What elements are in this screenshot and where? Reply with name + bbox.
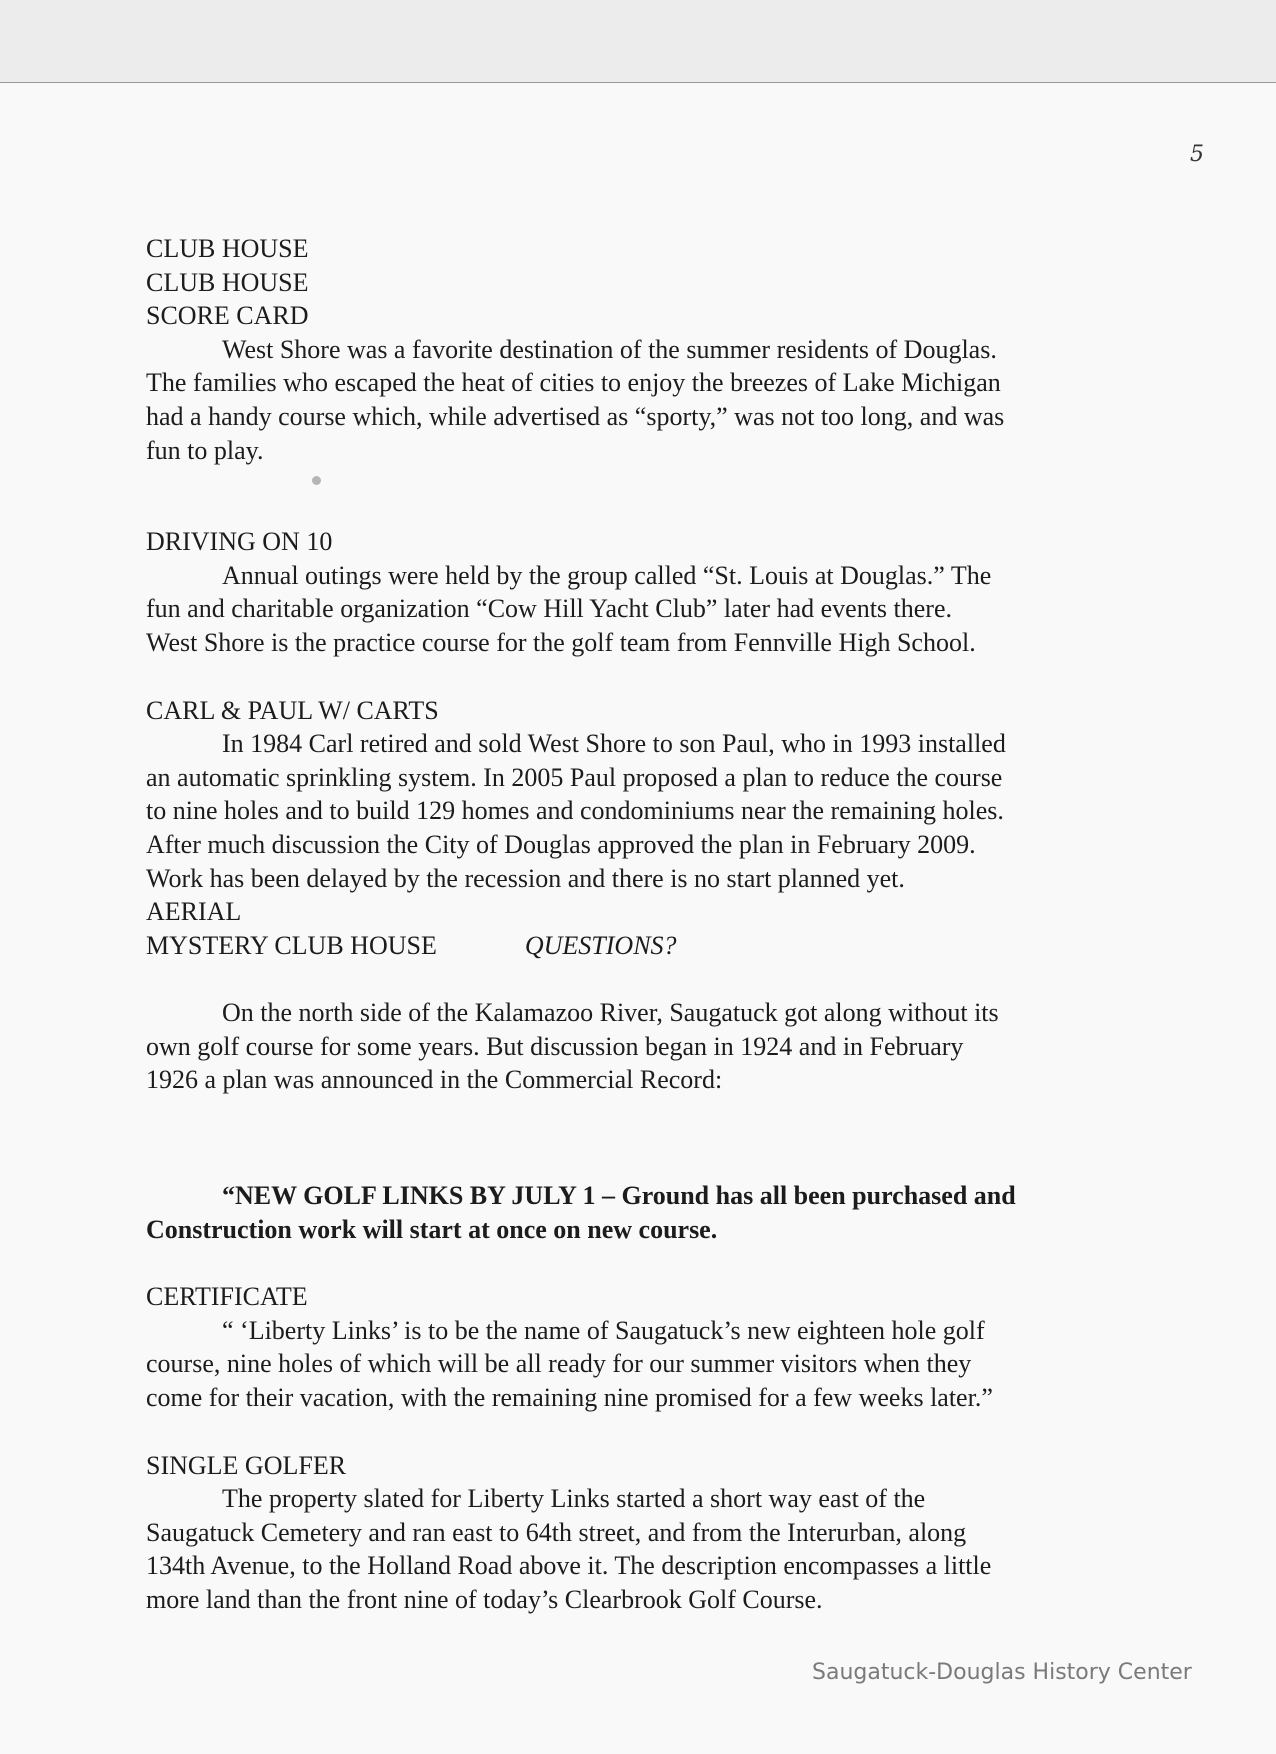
paragraph-line: West Shore is the practice course for the golf team from Fennville High School. (146, 627, 976, 657)
paragraph-line: come for their vacation, with the remaining nine promised for a few weeks later.” (146, 1383, 993, 1413)
heading-mystery-club-house (146, 929, 1136, 963)
paragraph-line: 1926 a plan was announced in the Commercial Record: (146, 1065, 723, 1095)
scanner-bed-edge (0, 0, 1276, 83)
paragraph-line: The families who escaped the heat of cities to enjoy the breezes of Lake Michigan (146, 368, 1001, 398)
paragraph-line: an automatic sprinkling system. In 2005 Paul proposed a plan to reduce the course (146, 762, 1003, 792)
paragraph-line: fun and charitable organization “Cow Hill Yacht Club” later had events there. (146, 594, 952, 624)
archive-watermark: Saugatuck-Douglas History Center (812, 1660, 1192, 1685)
heading-driving-on-10: DRIVING ON 10 (146, 527, 333, 557)
headline-line: Construction work will start at once on new course. (146, 1214, 718, 1244)
heading-certificate: CERTIFICATE (146, 1282, 308, 1312)
headline-line: “NEW GOLF LINKS BY JULY 1 – Ground has all been purchased and (222, 1181, 1016, 1211)
paragraph-line: Saugatuck Cemetery and ran east to 64th street, and from the Interurban, along (146, 1517, 967, 1547)
document-body (146, 232, 1136, 1617)
paragraph-line: On the north side of the Kalamazoo River, Saugatuck got along without its (222, 998, 999, 1028)
handwritten-page-number: 5 (1190, 142, 1204, 167)
heading-aerial: AERIAL (146, 897, 242, 927)
paragraph-line: course, nine holes of which will be all ready for our summer visitors when they (146, 1349, 972, 1379)
paragraph-line: Annual outings were held by the group called “St. Louis at Douglas.” The (222, 560, 992, 590)
questions-label: QUESTIONS? (524, 930, 677, 960)
paragraph-line: to nine holes and to build 129 homes and condominiums near the remaining holes. (146, 796, 1004, 826)
paragraph-line: more land than the front nine of today’s Clearbrook Golf Course. (146, 1585, 823, 1614)
paragraph-line: 134th Avenue, to the Holland Road above it. The description encompasses a little (146, 1551, 992, 1581)
paragraph-line: Work has been delayed by the recession and there is no start planned yet. (146, 863, 905, 893)
paragraph-line: fun to play. (146, 435, 264, 465)
heading-single-golfer: SINGLE GOLFER (146, 1450, 347, 1480)
paragraph-line: had a handy course which, while advertised as “sporty,” was not too long, and was (146, 401, 1005, 431)
paragraph-line: In 1984 Carl retired and sold West Shore to son Paul, who in 1993 installed (222, 729, 1006, 759)
paragraph-line: own golf course for some years. But discussion began in 1924 and in February (146, 1031, 964, 1061)
heading-score-card: SCORE CARD (146, 301, 309, 331)
paragraph-line: The property slated for Liberty Links started a short way east of the (222, 1484, 926, 1514)
heading-club-house-1: CLUB HOUSE (146, 234, 309, 263)
paragraph-line: West Shore was a favorite destination of the summer residents of Douglas. (222, 334, 997, 364)
heading-carl-paul-carts: CARL & PAUL W/ CARTS (146, 695, 439, 725)
paragraph-line: After much discussion the City of Douglas approved the plan in February 2009. (146, 829, 976, 859)
heading-club-house-2: CLUB HOUSE (146, 267, 309, 297)
paragraph-line: “ ‘Liberty Links’ is to be the name of Saugatuck’s new eighteen hole golf (222, 1315, 985, 1345)
mystery-club-house-label: MYSTERY CLUB HOUSE (146, 930, 437, 960)
